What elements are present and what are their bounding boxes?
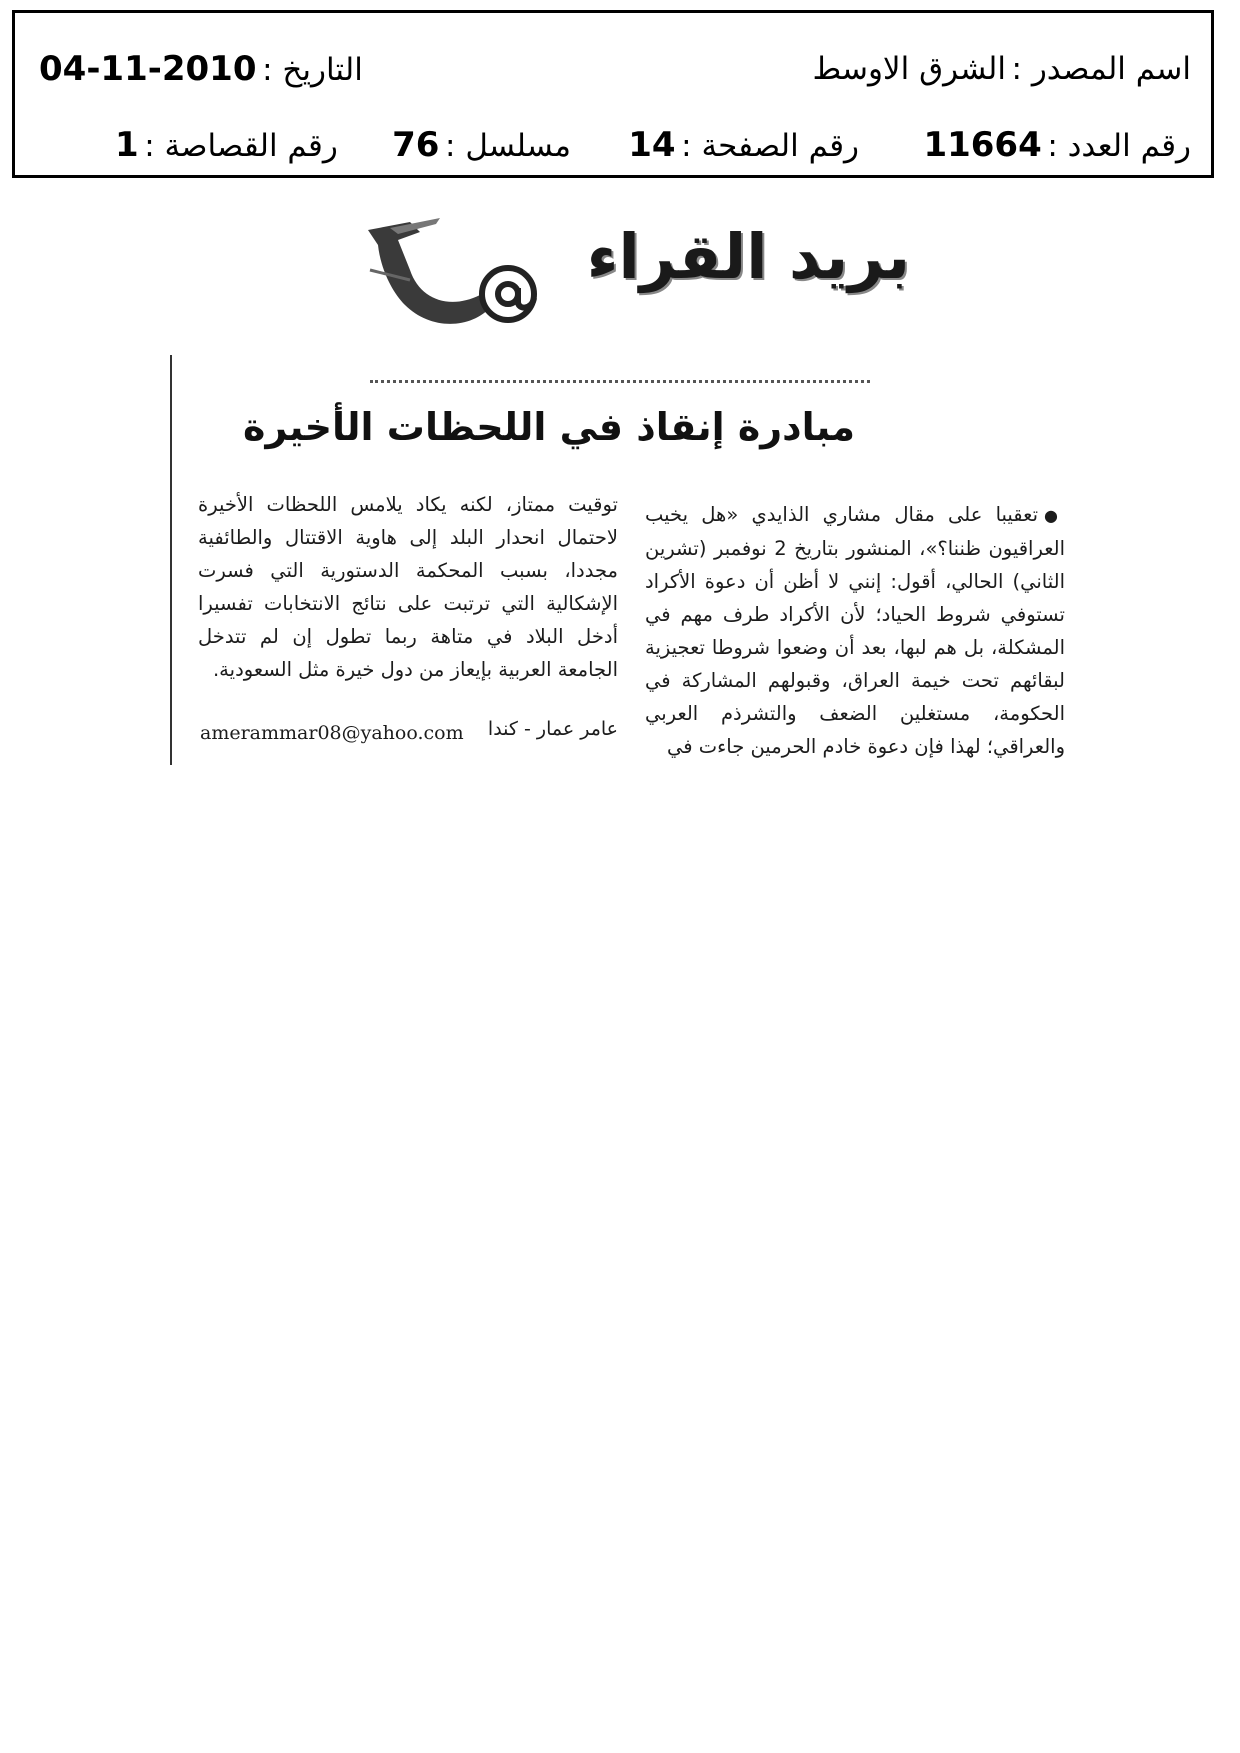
serial-label: مسلسل : — [445, 128, 571, 164]
source-value: الشرق الاوسط — [812, 51, 1006, 87]
masthead-title: بريد القراء — [586, 220, 910, 293]
article-column-right — [645, 498, 1065, 763]
at-sign-pen-icon — [350, 210, 550, 340]
issue-value: 11664 — [923, 125, 1042, 165]
clip-label: رقم القصاصة : — [144, 128, 338, 164]
clip-value: 1 — [115, 125, 139, 165]
source-label: اسم المصدر : — [1011, 51, 1191, 87]
article-body-left: توقيت ممتاز، لكنه يكاد يلامس اللحظات الأخيرة لاحتمال انحدار البلد إلى هاوية الاقتتال والطائفية مجددا، بسبب المحكمة الدستورية التي فسرت الإشكالية التي ترتبت على نتائج الانتخابات تفسيرا أدخل البلاد في متاهة ربما تطول إن لم تتدخل الجامعة العربية بإيعاز من دول خيرة مثل السعودية. — [198, 493, 618, 681]
date-label: التاريخ : — [262, 52, 363, 88]
serial-value: 76 — [392, 125, 440, 165]
issue-label: رقم العدد : — [1047, 128, 1191, 164]
bullet-icon: ● — [1044, 506, 1065, 525]
clipping-info-box — [12, 10, 1214, 178]
date-field — [39, 49, 363, 89]
page-field — [628, 125, 859, 165]
article-column-left — [198, 488, 618, 686]
article-title: مبادرة إنقاذ في اللحظات الأخيرة — [243, 405, 855, 449]
serial-field — [392, 125, 571, 165]
clip-field — [115, 125, 338, 165]
date-value: 04-11-2010 — [39, 49, 257, 89]
source-field — [813, 51, 1191, 87]
masthead — [350, 210, 910, 340]
page-label: رقم الصفحة : — [681, 128, 859, 164]
issue-field — [923, 125, 1191, 165]
author-email: amerammar08@yahoo.com — [200, 722, 464, 744]
page-value: 14 — [628, 125, 676, 165]
author-signature: عامر عمار - كندا — [487, 718, 618, 740]
column-rule — [170, 355, 172, 765]
divider — [370, 380, 870, 383]
article-body-right: تعقيبا على مقال مشاري الذايدي «هل يخيب العراقيون ظننا؟»، المنشور بتاريخ 2 نوفمبر (تشرين الثاني) الحالي، أقول: إنني لا أظن أن دعوة الأكراد تستوفي شروط الحياد؛ لأن الأكراد طرف مهم في المشكلة، بل هم لبها، بعد أن وضعوا شروطا تعجيزية لبقائهم تحت خيمة العراق، وقبولهم المشاركة في الحكومة، مستغلين الضعف والتشرذم العربي والعراقي؛ لهذا فإن دعوة خادم الحرمين جاءت في — [645, 503, 1065, 758]
